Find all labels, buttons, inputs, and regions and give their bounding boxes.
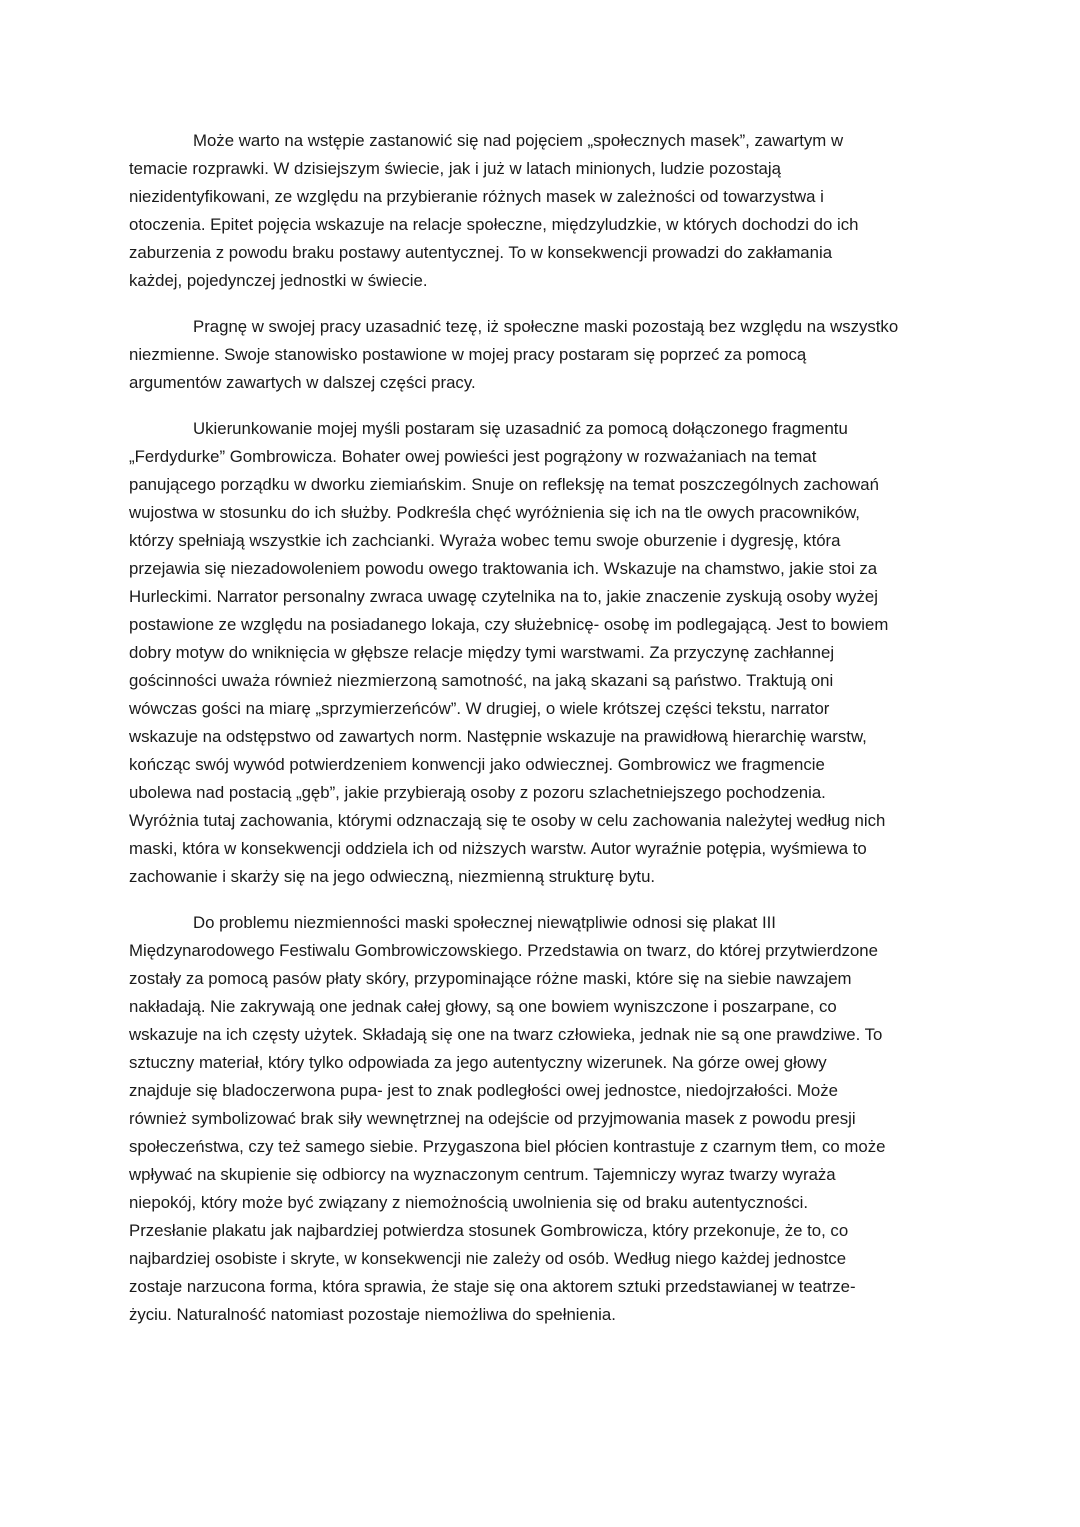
text-line: Pragnę w swojej pracy uzasadnić tezę, iż społeczne maski pozostają bez względu na wszystko: [193, 317, 899, 336]
text-line: wskazuje na odstępstwo od zawartych norm. Następnie wskazuje na prawidłową hierarchię warstw,: [129, 727, 867, 746]
text-line: zaburzenia z powodu braku postawy autentycznej. To w konsekwencji prowadzi do zakłamania: [129, 243, 833, 262]
text-line: każdej, pojedynczej jednostki w świecie.: [129, 271, 428, 290]
text-line: również symbolizować brak siły wewnętrznej na odejście od przyjmowania masek z powodu presji: [129, 1109, 856, 1128]
text-line: nakładają. Nie zakrywają one jednak całej głowy, są one bowiem wyniszczone i poszarpane, co: [129, 997, 837, 1016]
text-line: zostały za pomocą pasów płaty skóry, przypominające różne maski, które się na siebie nawzajem: [129, 969, 852, 988]
paragraph-4: [129, 909, 954, 1329]
text-line: Wyróżnia tutaj zachowania, którymi odznaczają się te osoby w celu zachowania należytej według nich: [129, 811, 886, 830]
text-line: niezmienne. Swoje stanowisko postawione w mojej pracy postaram się poprzeć za pomocą: [129, 345, 807, 364]
essay-body: [129, 127, 954, 1347]
text-line: Może warto na wstępie zastanowić się nad pojęciem „społecznych masek”, zawartym w: [193, 131, 844, 150]
text-line: znajduje się bladoczerwona pupa- jest to znak podległości owej jednostce, niedojrzałości. Może: [129, 1081, 838, 1100]
text-line: wskazuje na ich częsty użytek. Składają się one na twarz człowieka, jednak nie są one prawdziwe. To: [129, 1025, 883, 1044]
text-line: Do problemu niezmienności maski społecznej niewątpliwie odnosi się plakat III: [193, 913, 776, 932]
paragraph-3: [129, 415, 954, 891]
text-line: sztuczny materiał, który tylko odpowiada za jego autentyczny wizerunek. Na górze owej głowy: [129, 1053, 827, 1072]
text-line: wówczas gości na miarę „sprzymierzeńców”. W drugiej, o wiele krótszej części tekstu, narrator: [129, 699, 830, 718]
text-line: argumentów zawartych w dalszej części pracy.: [129, 373, 476, 392]
text-line: niezidentyfikowani, ze względu na przybieranie różnych masek w zależności od towarzystwa i: [129, 187, 824, 206]
text-line: temacie rozprawki. W dzisiejszym świecie, jak i już w latach minionych, ludzie pozostają: [129, 159, 781, 178]
text-line: ubolewa nad postacią „gęb”, jakie przybierają osoby z pozoru szlachetniejszego pochodzenia.: [129, 783, 826, 802]
text-line: Przesłanie plakatu jak najbardziej potwierdza stosunek Gombrowicza, który przekonuje, że to, co: [129, 1221, 849, 1240]
text-line: którzy spełniają wszystkie ich zachcianki. Wyraża wobec temu swoje oburzenie i dygresję, która: [129, 531, 841, 550]
text-line: kończąc swój wywód potwierdzeniem konwencji jako odwiecznej. Gombrowicz we fragmencie: [129, 755, 825, 774]
text-line: postawione ze względu na posiadanego lokaja, czy służebnicę- osobę im podlegającą. Jest to bowiem: [129, 615, 889, 634]
paragraph-2: [129, 313, 954, 397]
text-line: wujostwa w stosunku do ich służby. Podkreśla chęć wyróżnienia się ich na tle owych pracowników,: [129, 503, 860, 522]
text-line: panującego porządku w dworku ziemiańskim. Snuje on refleksję na temat poszczególnych zachowań: [129, 475, 879, 494]
text-line: otoczenia. Epitet pojęcia wskazuje na relacje społeczne, międzyludzkie, w których dochodzi do ich: [129, 215, 859, 234]
text-line: najbardziej osobiste i skryte, w konsekwencji nie zależy od osób. Według niego każdej jednostce: [129, 1249, 847, 1268]
text-line: życiu. Naturalność natomiast pozostaje niemożliwa do spełnienia.: [129, 1305, 616, 1324]
text-line: gościnności uważa również niezmierzoną samotność, na jaką skazani są państwo. Traktują oni: [129, 671, 834, 690]
paragraph-1: [129, 127, 954, 295]
text-line: zostaje narzucona forma, która sprawia, że staje się ona aktorem sztuki przedstawianej w teatrze-: [129, 1277, 856, 1296]
text-line: maski, która w konsekwencji oddziela ich od niższych warstw. Autor wyraźnie potępia, wyśmiewa to: [129, 839, 867, 858]
text-line: społeczeństwa, czy też samego siebie. Przygaszona biel płócien kontrastuje z czarnym tłem, co może: [129, 1137, 886, 1156]
text-line: Hurleckimi. Narrator personalny zwraca uwagę czytelnika na to, jakie znaczenie zyskują osoby wyżej: [129, 587, 878, 606]
text-line: przejawia się niezadowoleniem powodu owego traktowania ich. Wskazuje na chamstwo, jakie stoi za: [129, 559, 878, 578]
text-line: „Ferdydurke” Gombrowicza. Bohater owej powieści jest pogrążony w rozważaniach na temat: [129, 447, 817, 466]
text-line: niepokój, który może być związany z niemożnością uwolnienia się od braku autentyczności.: [129, 1193, 809, 1212]
text-line: Międzynarodowego Festiwalu Gombrowiczowskiego. Przedstawia on twarz, do której przytwierdzone: [129, 941, 878, 960]
text-line: wpływać na skupienie się odbiorcy na wyznaczonym centrum. Tajemniczy wyraz twarzy wyraża: [129, 1165, 836, 1184]
text-line: Ukierunkowanie mojej myśli postaram się uzasadnić za pomocą dołączonego fragmentu: [193, 419, 848, 438]
text-line: dobry motyw do wniknięcia w głębsze relacje między tymi warstwami. Za przyczynę zachłannej: [129, 643, 835, 662]
text-line: zachowanie i skarży się na jego odwieczną, niezmienną strukturę bytu.: [129, 867, 656, 886]
